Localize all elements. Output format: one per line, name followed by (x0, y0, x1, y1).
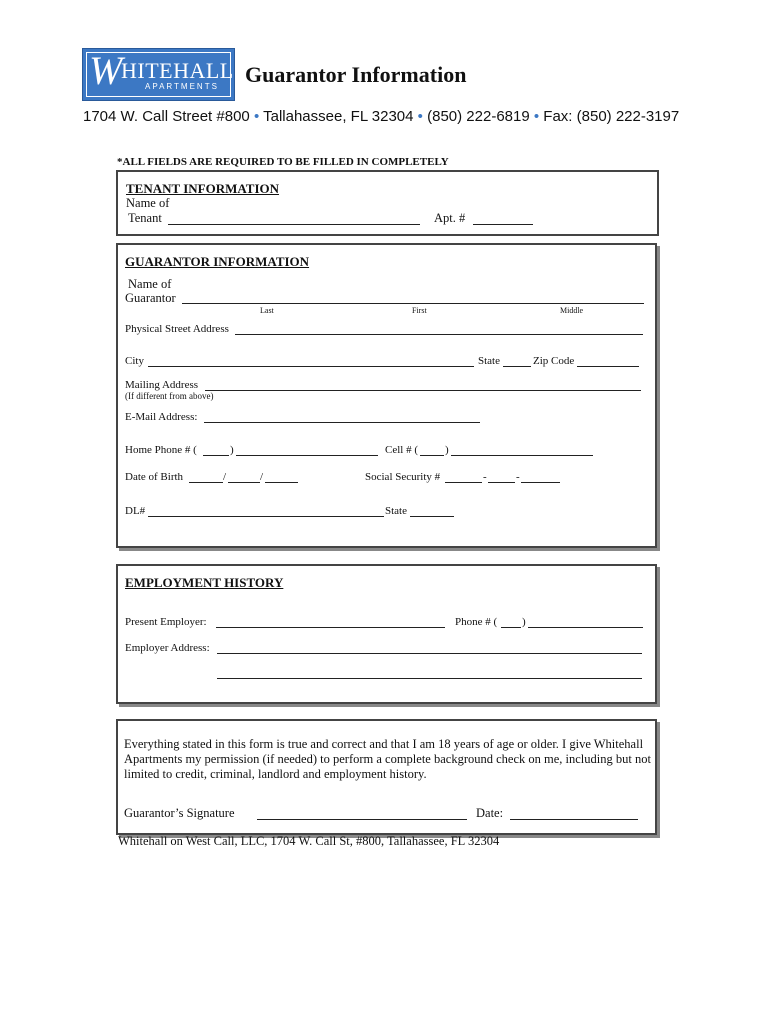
dob-label: Date of Birth (125, 471, 184, 483)
dl-label: DL# (125, 505, 146, 517)
whitehall-logo (82, 48, 235, 101)
dob-slash-1: / (223, 471, 227, 483)
date-label: Date: (476, 806, 504, 820)
name-sub-middle: Middle (560, 306, 584, 315)
dob-slash-2: / (260, 471, 264, 483)
dl-state-field[interactable] (410, 516, 454, 517)
tenant-section (116, 170, 659, 236)
ssn-part-2-field[interactable] (488, 482, 515, 483)
ssn-part-3-field[interactable] (521, 482, 560, 483)
tenant-name-label-1: Name of (126, 196, 170, 210)
state-field[interactable] (503, 366, 531, 367)
address-phone: (850) 222-6819 (427, 108, 530, 125)
bullet-icon: • (253, 108, 260, 125)
mailing-address-field[interactable] (205, 390, 641, 391)
present-employer-label: Present Employer: (125, 616, 207, 628)
apt-label: Apt. # (434, 211, 466, 225)
home-phone-label: Home Phone # ( (125, 444, 197, 456)
logo-subtitle: APARTMENTS (145, 82, 219, 91)
email-field[interactable] (204, 422, 480, 423)
employer-phone-area-field[interactable] (501, 627, 521, 628)
ssn-label: Social Security # (365, 471, 441, 483)
bullet-icon: • (417, 108, 423, 125)
cell-field[interactable] (451, 455, 593, 456)
guarantor-name-field[interactable] (182, 303, 644, 304)
guarantor-name-label-2: Guarantor (125, 291, 176, 305)
guarantor-section-title: GUARANTOR INFORMATION (125, 254, 310, 269)
tenant-section-title: TENANT INFORMATION (126, 181, 280, 196)
employer-address-field-1[interactable] (217, 653, 642, 654)
dob-day-field[interactable] (228, 482, 260, 483)
required-notice: *ALL FIELDS ARE REQUIRED TO BE FILLED IN COMPLETELY (117, 156, 449, 168)
cell-area-field[interactable] (420, 455, 444, 456)
address-city: Tallahassee, FL 32304 (263, 108, 414, 125)
employer-phone-field[interactable] (528, 627, 643, 628)
guarantor-name-label-1: Name of (128, 277, 172, 291)
name-sub-first: First (412, 306, 427, 315)
city-field[interactable] (148, 366, 474, 367)
logo-name: HITEHALL (121, 58, 234, 83)
dob-month-field[interactable] (189, 482, 223, 483)
home-phone-paren: ) (230, 444, 234, 456)
street-address-field[interactable] (235, 334, 643, 335)
tenant-name-field[interactable] (168, 224, 420, 225)
page-title: Guarantor Information (245, 62, 467, 87)
signature-field[interactable] (257, 819, 467, 820)
signature-label: Guarantor’s Signature (124, 806, 235, 820)
employer-address-field-2[interactable] (217, 678, 642, 679)
address-street: 1704 W. Call Street #800 (83, 108, 250, 125)
company-address (83, 108, 679, 126)
state-label: State (478, 355, 500, 367)
zip-code-label: Zip Code (533, 355, 575, 367)
ssn-dash-2: - (516, 471, 520, 483)
dl-state-label: State (385, 505, 407, 517)
employer-phone-label: Phone # ( (455, 616, 498, 628)
footer-address: Whitehall on West Call, LLC, 1704 W. Call St, #800, Tallahassee, FL 32304 (118, 834, 500, 848)
consent-statement: Everything stated in this form is true and correct and that I am 18 years of age or older. I give Whitehall Apartments my permission (if needed) to perform a complete background check on me, including but not limited to credit, criminal, landlord and employment history. (124, 737, 651, 781)
date-field[interactable] (510, 819, 638, 820)
employer-phone-paren: ) (522, 616, 526, 628)
email-label: E-Mail Address: (125, 411, 198, 423)
apt-field[interactable] (473, 224, 533, 225)
city-label: City (125, 355, 144, 367)
employer-address-label: Employer Address: (125, 642, 210, 654)
bullet-icon: • (533, 108, 540, 125)
mailing-address-note: (If different from above) (125, 391, 214, 401)
dl-number-field[interactable] (148, 516, 384, 517)
employment-section-title: EMPLOYMENT HISTORY (125, 575, 284, 590)
address-fax: Fax: (850) 222-3197 (543, 108, 680, 125)
logo-initial: W (89, 48, 123, 93)
cell-paren: ) (445, 444, 449, 456)
tenant-name-label-2: Tenant (128, 211, 162, 225)
cell-label: Cell # ( (385, 444, 418, 456)
home-phone-field[interactable] (236, 455, 378, 456)
street-address-label: Physical Street Address (125, 323, 229, 335)
zip-code-field[interactable] (577, 366, 639, 367)
home-phone-area-field[interactable] (203, 455, 229, 456)
present-employer-field[interactable] (216, 627, 445, 628)
name-sub-last: Last (260, 306, 274, 315)
ssn-dash-1: - (483, 471, 487, 483)
mailing-address-label: Mailing Address (125, 379, 199, 391)
dob-year-field[interactable] (265, 482, 298, 483)
ssn-part-1-field[interactable] (445, 482, 482, 483)
